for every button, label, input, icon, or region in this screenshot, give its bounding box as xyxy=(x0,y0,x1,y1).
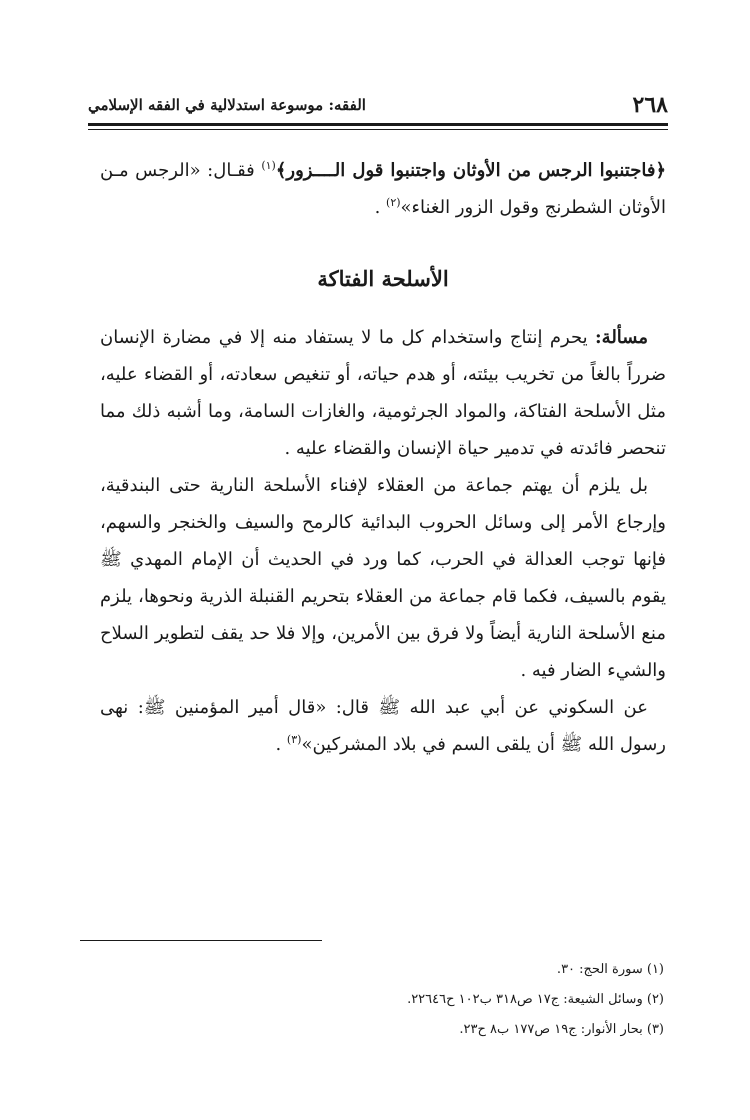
footnote-ref-3: (٣) xyxy=(286,733,302,746)
intro-paragraph xyxy=(100,152,666,226)
hadith-text: عن السكوني عن أبي عبد الله ﷺ قال: «قال أمير المؤمنين ﷺ: نهى رسول الله ﷺ أن يلقى السم في بلاد المشركين» xyxy=(100,697,666,755)
main-text xyxy=(100,152,666,763)
masala-text: يحرم إنتاج واستخدام كل ما لا يستفاد منه إلا في مضارة الإنسان ضرراً بالغاً من تخريب بيئته، أو هدم حياته، أو تنغيص سعادته، أو القضاء عليه، مثل الأسلحة الفتاكة، والمواد الجرثومية، والغازات السامة، وما أشبه ذلك مما تنحصر فائدته في تدمير حياة الإنسان والقضاء عليه . xyxy=(100,327,666,459)
footnote-3: (٣) بحار الأنوار: ج١٩ ص١٧٧ ب٨ ح٢٣. xyxy=(459,1022,664,1037)
footnotes xyxy=(84,955,664,1045)
header-rule-thick xyxy=(88,123,668,126)
intro-text: فقـال: «الرجس مـن الأوثان الشطرنج وقول الزور الغناء» xyxy=(100,160,666,218)
footnote-2: (٢) وسائل الشيعة: ج١٧ ص٣١٨ ب١٠٢ ح٢٢٦٤٦. xyxy=(407,992,664,1007)
masala-label: مسألة: xyxy=(595,327,648,348)
masala-paragraph xyxy=(100,319,666,467)
quran-verse: ﴿فاجتنبوا الرجس من الأوثان واجتنبوا قول الــــزور﴾ xyxy=(275,160,666,181)
paragraph-hadith xyxy=(100,689,666,763)
intro-end: . xyxy=(374,197,387,218)
footnote-separator xyxy=(80,940,322,941)
footnote-ref-1: (١) xyxy=(261,159,276,172)
page-header xyxy=(88,90,668,120)
section-heading: الأسلحة الفتاكة xyxy=(317,266,449,291)
hadith-end: . xyxy=(275,734,287,755)
paragraph-weapons: بل يلزم أن يهتم جماعة من العقلاء لإفناء الأسلحة النارية حتى البندقية، وإرجاع الأمر إلى وسائل الحروب البدائية كالرمح والسيف والخنجر والسهم، فإنها توجب العدالة في الحرب، كما ورد في الحديث أن الإمام المهدي ﷺ يقوم بالسيف، فكما قام جماعة من العقلاء بتحريم القنبلة الذرية ونحوها، يلزم منع الأسلحة النارية أيضاً ولا فرق بين الأمرين، وإلا فلا حد يقف لتطوير السلاح والشيء الضار فيه . xyxy=(100,475,666,681)
footnote-ref-2: (٢) xyxy=(386,196,401,209)
page-number: ٢٦٨ xyxy=(632,92,668,118)
header-rule-thin xyxy=(88,129,668,130)
running-title: الفقه: موسوعة استدلالية في الفقه الإسلامي xyxy=(88,96,366,114)
footnote-1: (١) سورة الحج: ٣٠. xyxy=(556,962,664,977)
